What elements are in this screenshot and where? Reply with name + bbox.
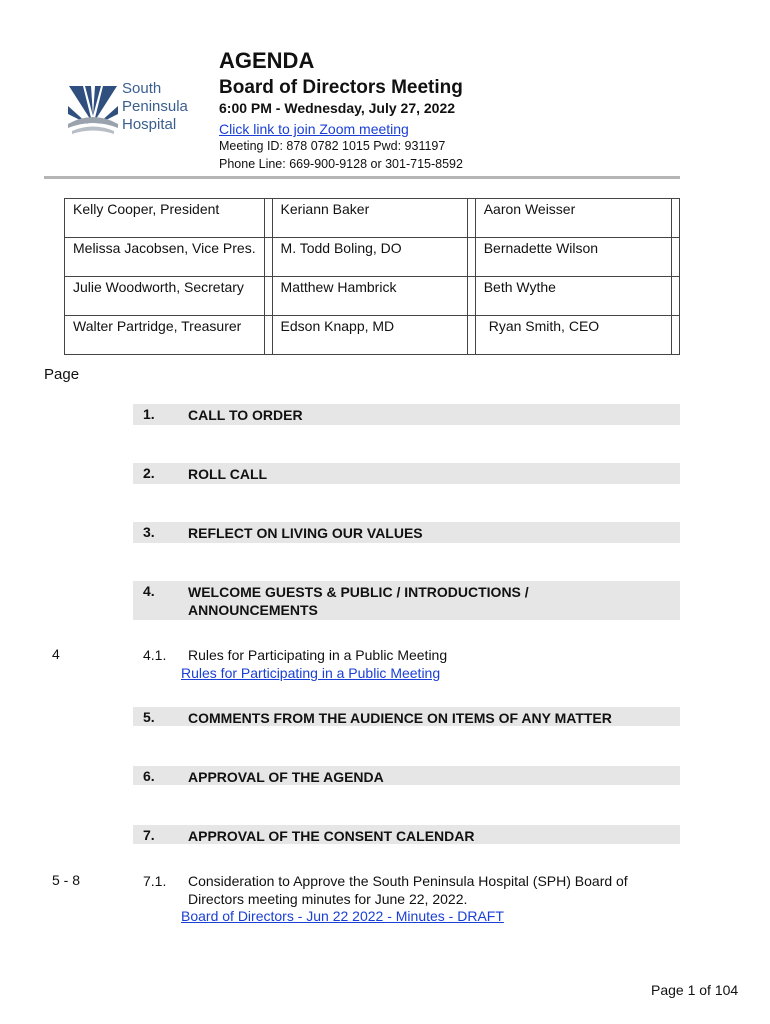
- section-roll-call: [133, 463, 680, 484]
- subitem-text-line-2: Directors meeting minutes for June 22, 2022.: [188, 891, 468, 907]
- page-column-label: Page: [44, 366, 80, 383]
- section-title: ROLL CALL: [188, 466, 268, 482]
- page-ref: 4: [52, 646, 60, 662]
- section-title: APPROVAL OF THE CONSENT CALENDAR: [188, 828, 475, 844]
- section-title-line-2: ANNOUNCEMENTS: [188, 602, 318, 618]
- section-number: 6.: [143, 768, 155, 784]
- section-number: 1.: [143, 406, 155, 422]
- attendance-checkbox[interactable]: [264, 277, 272, 316]
- subitem-number: 4.1.: [143, 647, 167, 663]
- agenda-title: AGENDA: [219, 48, 315, 73]
- logo-line-2: Peninsula: [122, 98, 188, 115]
- section-number: 3.: [143, 524, 155, 540]
- board-title: Board of Directors Meeting: [219, 77, 463, 98]
- rules-document-link[interactable]: Rules for Participating in a Public Meeting: [181, 665, 441, 681]
- roster-cell: Edson Knapp, MD: [272, 316, 468, 355]
- roster-cell: Kelly Cooper, President: [65, 199, 265, 238]
- section-title: [188, 583, 529, 619]
- board-roster-table: [64, 198, 680, 355]
- attendance-checkbox[interactable]: [264, 316, 272, 355]
- section-title: CALL TO ORDER: [188, 407, 303, 423]
- roster-row: [65, 277, 680, 316]
- roster-cell: M. Todd Boling, DO: [272, 238, 468, 277]
- page-ref: 5 - 8: [52, 872, 81, 888]
- section-title: REFLECT ON LIVING OUR VALUES: [188, 525, 423, 541]
- attendance-checkbox[interactable]: [672, 277, 680, 316]
- section-number: 4.: [143, 583, 155, 599]
- roster-cell: Ryan Smith, CEO: [475, 316, 672, 355]
- section-title: APPROVAL OF THE AGENDA: [188, 769, 384, 785]
- logo-line-3: Hospital: [122, 116, 177, 133]
- header-divider: [44, 176, 680, 179]
- section-number: 7.: [143, 827, 155, 843]
- section-approval-agenda: [133, 766, 680, 785]
- roster-cell: Keriann Baker: [272, 199, 468, 238]
- logo-line-1: South: [122, 80, 162, 97]
- attendance-checkbox[interactable]: [468, 316, 476, 355]
- subitem-number: 7.1.: [143, 873, 167, 889]
- attendance-checkbox[interactable]: [672, 238, 680, 277]
- section-title: COMMENTS FROM THE AUDIENCE ON ITEMS OF ANY MATTER: [188, 710, 612, 726]
- roster-row: [65, 199, 680, 238]
- roster-cell: Julie Woodworth, Secretary: [65, 277, 265, 316]
- roster-cell: Melissa Jacobsen, Vice Pres.: [65, 238, 265, 277]
- logo-mark-icon: [68, 84, 118, 134]
- section-living-values: [133, 522, 680, 543]
- section-call-to-order: [133, 404, 680, 425]
- roster-row: [65, 238, 680, 277]
- section-number: 5.: [143, 709, 155, 725]
- attendance-checkbox[interactable]: [468, 238, 476, 277]
- attendance-checkbox[interactable]: [264, 199, 272, 238]
- subitem-text: [188, 872, 678, 908]
- attendance-checkbox[interactable]: [672, 199, 680, 238]
- section-consent-calendar: [133, 825, 680, 844]
- subitem-text: Rules for Participating in a Public Meeting: [188, 647, 448, 663]
- attendance-checkbox[interactable]: [672, 316, 680, 355]
- attendance-checkbox[interactable]: [468, 199, 476, 238]
- roster-cell: Beth Wythe: [475, 277, 672, 316]
- roster-cell: Bernadette Wilson: [475, 238, 672, 277]
- zoom-link[interactable]: Click link to join Zoom meeting: [219, 121, 409, 137]
- meeting-time: 6:00 PM - Wednesday, July 27, 2022: [219, 100, 456, 116]
- phone-line: Phone Line: 669-900-9128 or 301-715-8592: [219, 157, 463, 171]
- meeting-id: Meeting ID: 878 0782 1015 Pwd: 931197: [219, 139, 446, 153]
- attendance-checkbox[interactable]: [468, 277, 476, 316]
- section-number: 2.: [143, 465, 155, 481]
- roster-row: [65, 316, 680, 355]
- subitem-text-line-1: Consideration to Approve the South Peninsula Hospital (SPH) Board of: [188, 873, 628, 889]
- section-audience-comments: [133, 707, 680, 726]
- hospital-logo: [68, 80, 193, 140]
- roster-cell: Aaron Weisser: [475, 199, 672, 238]
- logo-text: [122, 80, 188, 134]
- roster-cell: Walter Partridge, Treasurer: [65, 316, 265, 355]
- page-number: Page 1 of 104: [651, 982, 739, 998]
- minutes-draft-link[interactable]: Board of Directors - Jun 22 2022 - Minutes - DRAFT: [181, 908, 504, 924]
- section-welcome-guests: [133, 581, 680, 620]
- section-title-line-1: WELCOME GUESTS & PUBLIC / INTRODUCTIONS /: [188, 584, 529, 600]
- roster-cell: Matthew Hambrick: [272, 277, 468, 316]
- attendance-checkbox[interactable]: [264, 238, 272, 277]
